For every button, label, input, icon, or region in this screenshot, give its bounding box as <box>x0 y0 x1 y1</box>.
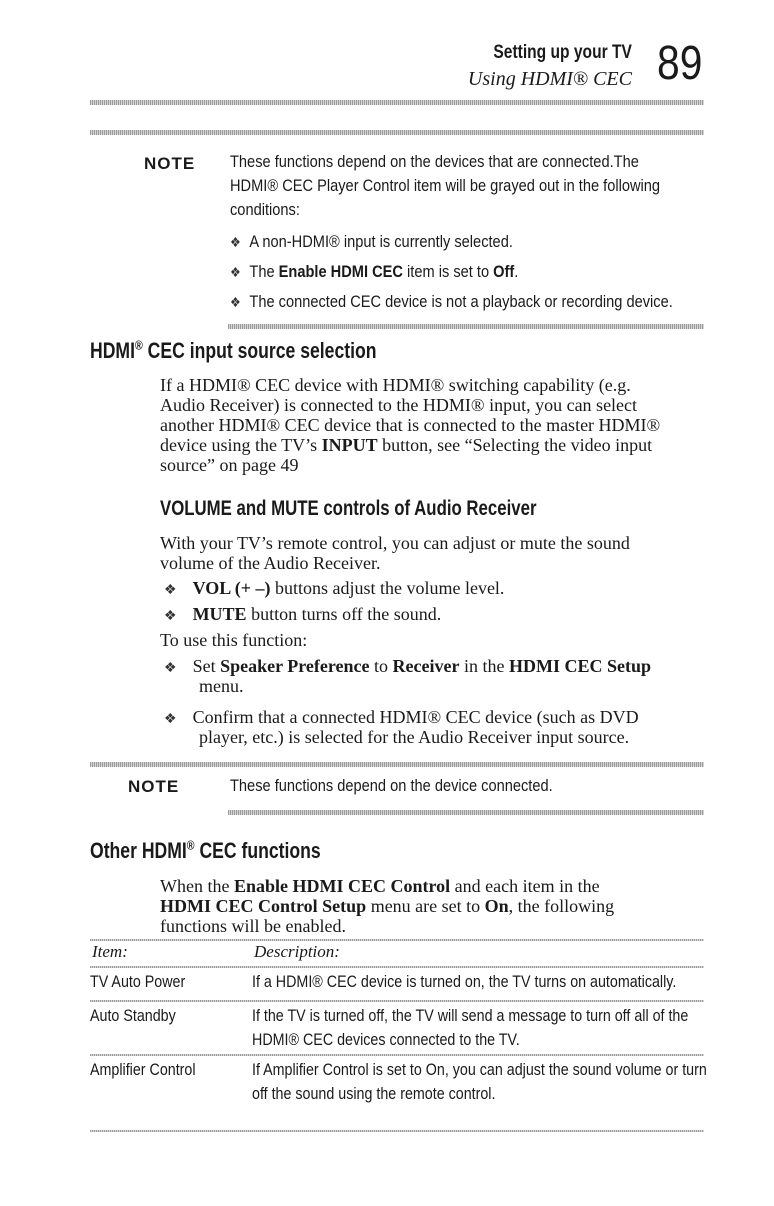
note1-top-divider <box>90 130 704 135</box>
table-cell-item: Amplifier Control <box>90 1060 196 1079</box>
section2-bullet: ❖ Set Speaker Preference to Receiver in the HDMI CEC Setup <box>164 656 651 679</box>
note1-line: These functions depend on the devices that are connected.The <box>230 152 639 171</box>
table-cell-item: TV Auto Power <box>90 972 186 991</box>
note1-body <box>230 150 774 222</box>
diamond-bullet-icon: ❖ <box>164 583 177 598</box>
subsection-title: Using HDMI® CEC <box>467 68 632 90</box>
section-title: Setting up your TV <box>493 42 632 63</box>
note1-line: HDMI® CEC Player Control item will be grayed out in the following <box>230 176 661 195</box>
note2-bottom-divider <box>228 810 704 815</box>
table-bottom-divider <box>90 1130 704 1132</box>
section2-to-use: To use this function: <box>160 630 308 650</box>
table-row-divider <box>90 1000 704 1002</box>
table-header-divider <box>90 966 704 968</box>
note1-bullet: ❖ The connected CEC device is not a playback or recording device. <box>230 292 673 311</box>
table-cell-description: If the TV is turned off, the TV will send a message to turn off all of the HDMI® CEC devices connected to the TV. <box>252 1006 689 1049</box>
section2-bullet: ❖ MUTE button turns off the sound. <box>164 604 441 627</box>
note1-label: NOTE <box>144 154 196 173</box>
section2-paragraph: With your TV’s remote control, you can adjust or mute the sound volume of the Audio Receiver. <box>160 533 630 573</box>
section2-bullet-continued: menu. <box>199 676 244 696</box>
diamond-bullet-icon: ❖ <box>230 234 241 250</box>
section2-bullet: ❖ Confirm that a connected HDMI® CEC device (such as DVD <box>164 707 639 730</box>
note2-top-divider <box>90 762 704 767</box>
diamond-bullet-icon: ❖ <box>164 712 177 727</box>
diamond-bullet-icon: ❖ <box>164 661 177 676</box>
note2-label: NOTE <box>128 777 180 796</box>
table-cell-description: If Amplifier Control is set to On, you can adjust the sound volume or turn off the sound using the remote control. <box>252 1060 707 1103</box>
diamond-bullet-icon: ❖ <box>230 264 241 280</box>
note1-line: conditions: <box>230 200 300 219</box>
section1-paragraph: If a HDMI® CEC device with HDMI® switching capability (e.g. Audio Receiver) is connected to the HDMI® input, you can select another HDMI® CEC device that is connected to the master HDMI® device using the TV’s INPUT button, see “Selecting the video input source” on page 49 <box>160 375 661 475</box>
table-header-description: Description: <box>254 942 340 961</box>
section2-bullet-continued: player, etc.) is selected for the Audio Receiver input source. <box>199 727 630 747</box>
section-heading: Other HDMI® CEC functions <box>90 837 321 863</box>
diamond-bullet-icon: ❖ <box>230 294 241 310</box>
note1-bottom-divider <box>228 324 704 329</box>
section2-bullet: ❖ VOL (+ –) buttons adjust the volume level. <box>164 578 504 601</box>
table-cell-description: If a HDMI® CEC device is turned on, the TV turns on automatically. <box>252 972 677 991</box>
table-top-divider <box>90 939 704 941</box>
table-cell-item: Auto Standby <box>90 1006 176 1025</box>
header-divider <box>90 100 704 105</box>
diamond-bullet-icon: ❖ <box>164 609 177 624</box>
note1-bullet: ❖ The Enable HDMI CEC item is set to Off. <box>230 262 519 281</box>
section3-paragraph: When the Enable HDMI CEC Control and each item in the HDMI CEC Control Setup menu are set to On, the following functions will be enabled. <box>160 876 615 936</box>
subsection-heading: VOLUME and MUTE controls of Audio Receiver <box>160 497 537 520</box>
table-header-item: Item: <box>92 942 128 961</box>
note2-text: These functions depend on the device connected. <box>230 776 553 795</box>
section-heading: HDMI® CEC input source selection <box>90 337 377 363</box>
note1-bullet: ❖ A non-HDMI® input is currently selected. <box>230 232 513 251</box>
page-number: 89 <box>656 37 702 90</box>
table-row-divider <box>90 1054 704 1056</box>
